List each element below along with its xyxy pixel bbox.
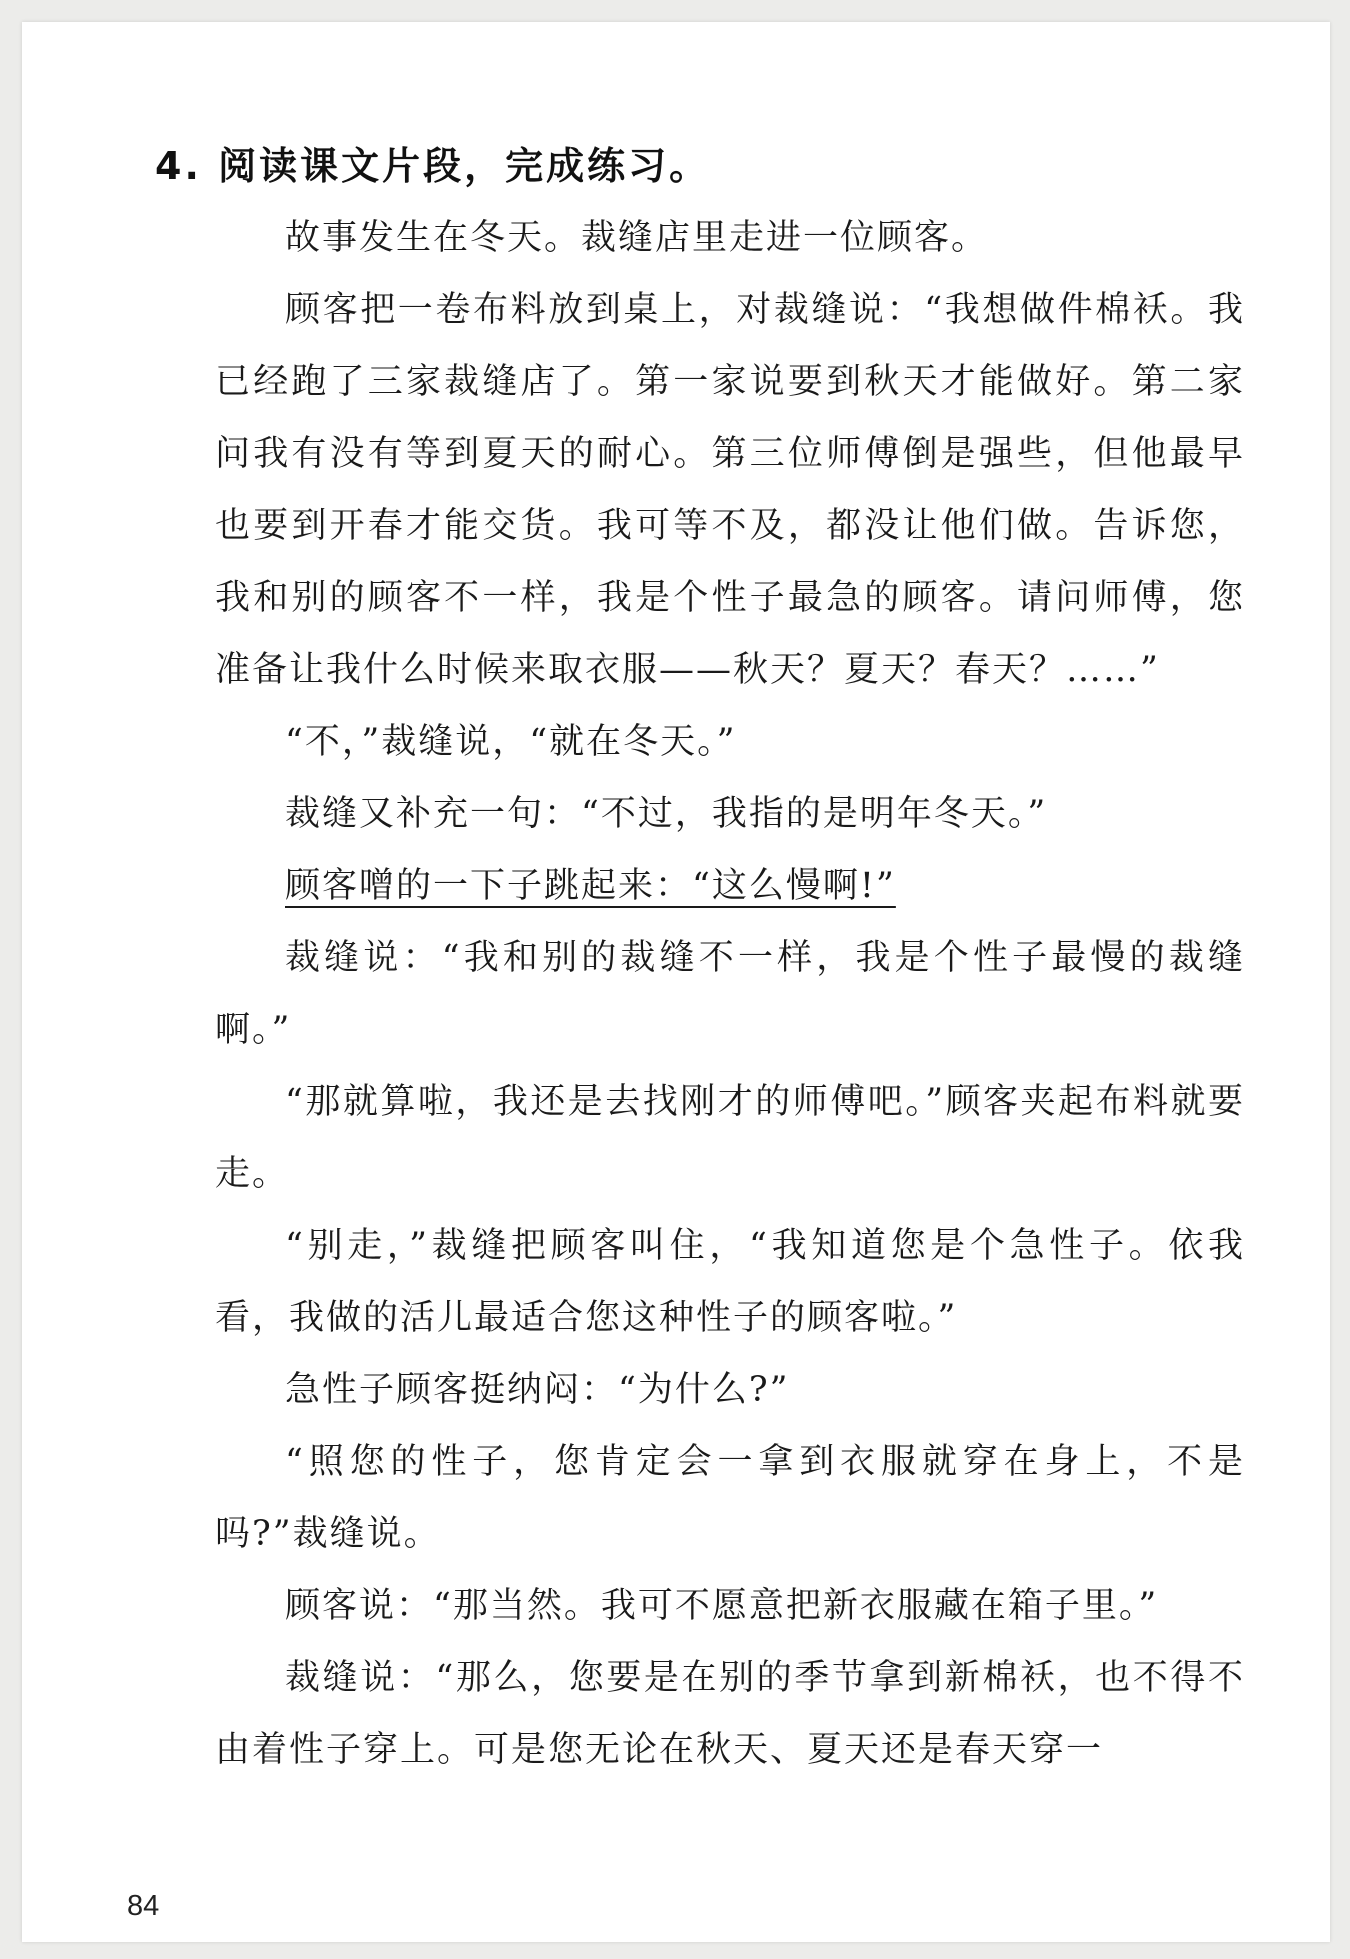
exercise-heading: 4. 阅读课文片段，完成练习。 xyxy=(155,144,711,188)
story-paragraph: “照您的性子，您肯定会一拿到衣服就穿在身上，不是吗?”裁缝说。 xyxy=(215,1442,1245,1554)
story-paragraph: “那就算啦，我还是去找刚才的师傅吧。”顾客夹起布料就要走。 xyxy=(215,1082,1245,1194)
page-number: 84 xyxy=(127,1890,160,1922)
underlined-sentence: 顾客噌的一下子跳起来：“这么慢啊!” xyxy=(285,866,896,906)
story-paragraph: 顾客说：“那当然。我可不愿意把新衣服藏在箱子里。” xyxy=(285,1586,1159,1626)
story-paragraph: 急性子顾客挺纳闷：“为什么?” xyxy=(285,1370,790,1410)
story-paragraph: 裁缝又补充一句：“不过，我指的是明年冬天。” xyxy=(285,794,1048,834)
story-paragraph-underlined xyxy=(215,850,1245,922)
story-paragraph: 顾客把一卷布料放到桌上，对裁缝说：“我想做件棉袄。我已经跑了三家裁缝店了。第一家说要到秋天才能做好。第二家问我有没有等到夏天的耐心。第三位师傅倒是强些，但他最早也要到开春才能交货。我可等不及，都没让他们做。告诉您，我和别的顾客不一样，我是个性子最急的顾客。请问师傅，您准备让我什么时候来取衣服——秋天？夏天？春天？……” xyxy=(215,290,1245,690)
story-paragraph: 故事发生在冬天。裁缝店里走进一位顾客。 xyxy=(285,218,989,258)
story-paragraph: “不，”裁缝说，“就在冬天。” xyxy=(285,722,737,762)
story-paragraph: “别走，”裁缝把顾客叫住，“我知道您是个急性子。依我看，我做的活儿最适合您这种性子的顾客啦。” xyxy=(215,1226,1245,1338)
story-paragraph: 裁缝说：“我和别的裁缝不一样，我是个性子最慢的裁缝啊。” xyxy=(215,938,1245,1050)
story-excerpt xyxy=(215,202,1245,1786)
story-paragraph: 裁缝说：“那么，您要是在别的季节拿到新棉袄，也不得不由着性子穿上。可是您无论在秋天、夏天还是春天穿一 xyxy=(215,1658,1245,1770)
